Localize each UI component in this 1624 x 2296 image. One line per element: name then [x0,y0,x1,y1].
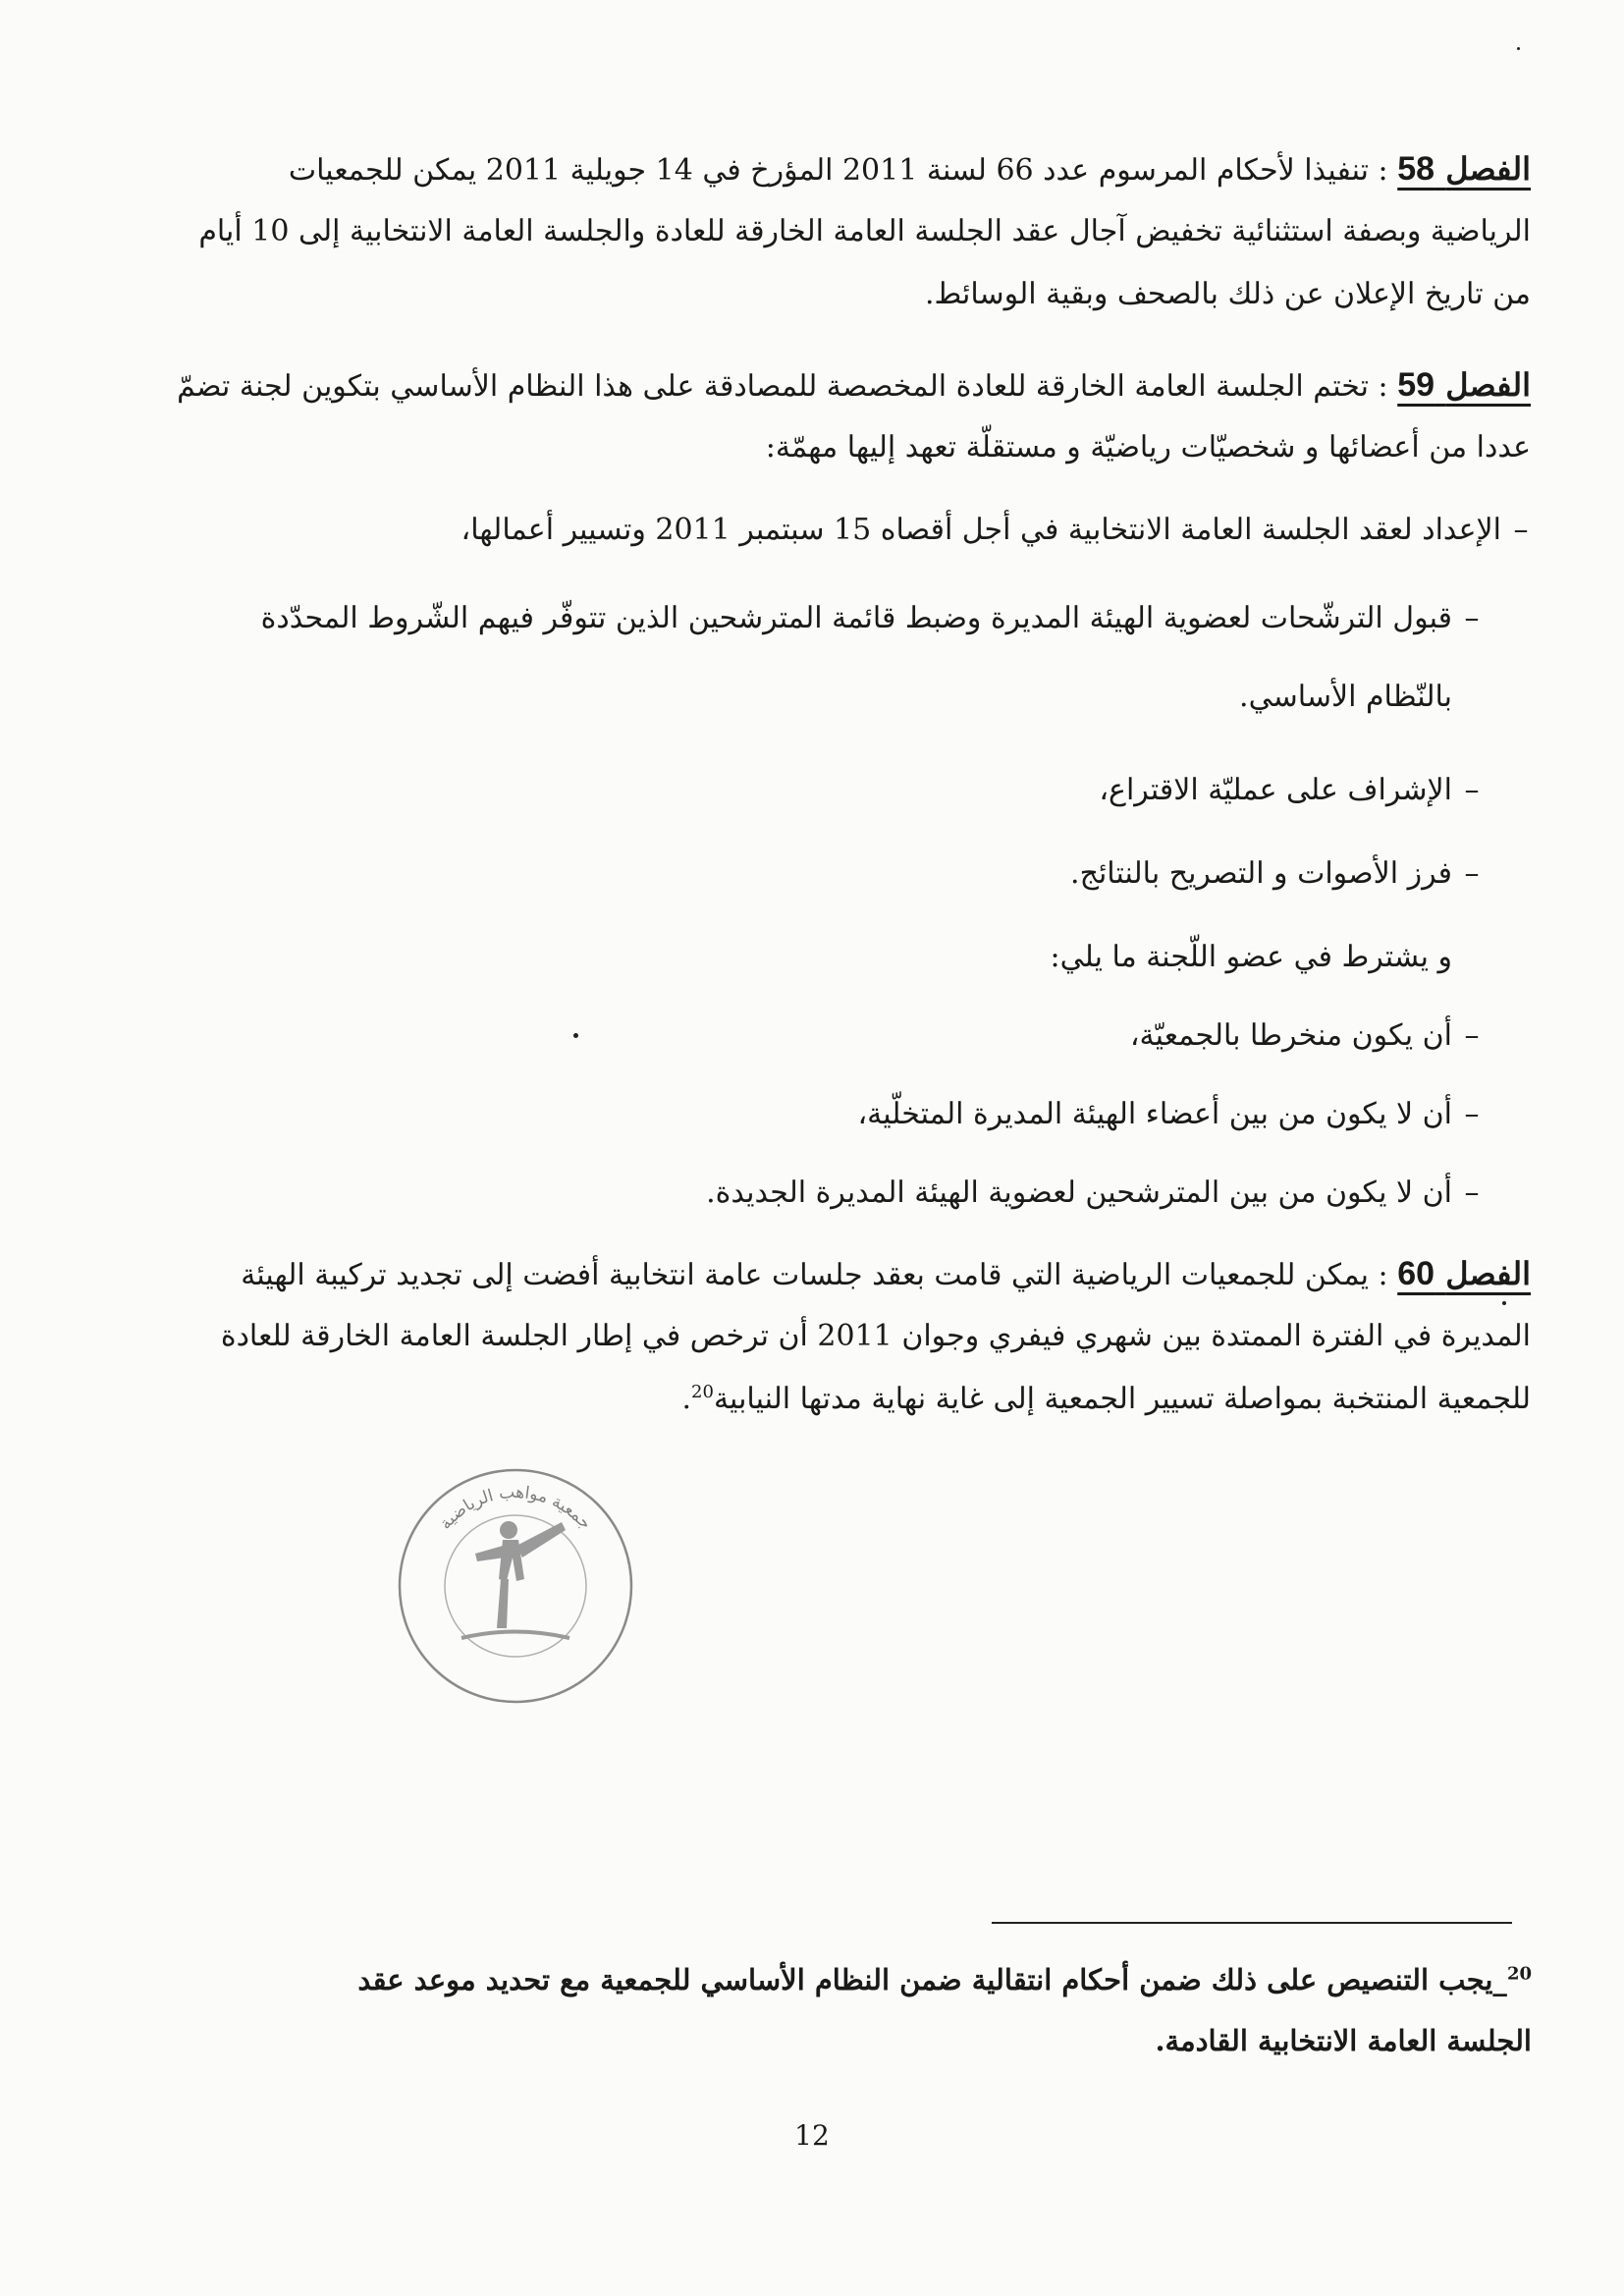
article-60-line-2: المديرة في الفترة الممتدة بين شهري فيفري وجوان 2011 أن ترخص في إطار الجلسة العامة الخارقة للعادة [220,1319,1531,1353]
footnote-line-2: الجلسة العامة الانتخابية القادمة. [1155,2024,1532,2057]
article-60 [87,1242,1531,1431]
task-item: –فرز الأصوات و التصريح بالنتائج. [87,840,1491,923]
dash-marker: – [1464,1175,1480,1210]
article-59 [87,354,1531,479]
page-number: 12 [794,2119,830,2152]
karate-figure-icon [475,1521,566,1628]
scan-speck [1502,1301,1506,1305]
footnote-separator [992,1922,1512,1924]
article-58-line-3: من تاريخ الإعلان عن ذلك بالصحف وبقية الوسائط. [925,277,1531,311]
task-item: –قبول الترشّحات لعضوية الهيئة المديرة وضبط قائمة المترشحين الذين تتوفّر فيهم الشّروط المحدّدة [87,584,1491,663]
article-59-line-2: عددا من أعضائها و شخصيّات رياضيّة و مستقلّة تعهد إليها مهمّة: [765,430,1531,465]
article-60-line-3: للجمعية المنتخبة بمواصلة تسيير الجمعية إلى غاية نهاية مدتها النيابية$^{20}$. [681,1382,1531,1416]
footnote [147,1949,1532,2071]
article-58 [87,137,1531,326]
article-59-tasks [87,496,1541,584]
dash-marker: – [1464,1018,1480,1053]
condition-item: –أن يكون منخرطا بالجمعيّة، [87,1002,1491,1080]
dash-marker: – [1464,856,1480,891]
article-60-heading: الفصل 60 [1397,1255,1531,1292]
article-60-line-1: الفصل 60 : يمكن للجمعيات الرياضية التي قامت بعقد جلسات عامة انتخابية أفضت إلى تجديد تركيبة الهيئة [241,1255,1531,1292]
article-58-line-2: الرياضية وبصفة استثنائية تخفيض آجال عقد الجلسة العامة الخارقة للعادة والجلسة العامة الانتخابية إلى 10 أيام [198,214,1531,248]
article-58-line-1: الفصل 58 : تنفيذا لأحكام المرسوم عدد 66 لسنة 2011 المؤرخ في 14 جويلية 2011 يمكن للجمعيات [288,150,1531,188]
stamp-seal-icon [393,1463,638,1709]
condition-item: –أن لا يكون من بين أعضاء الهيئة المديرة المتخلّية، [87,1080,1491,1159]
article-58-heading: الفصل 58 [1397,150,1531,188]
article-59-heading: الفصل 59 [1397,366,1531,404]
scan-speck [1517,47,1520,50]
stamp-text: جمعية مواهب الرياضية [435,1482,596,1534]
article-59-line-1: الفصل 59 : تختم الجلسة العامة الخارقة للعادة المخصصة للمصادقة على هذا النظام الأساسي بتكوين لجنة تضمّ [177,366,1531,404]
task-item: –الإعداد لعقد الجلسة العامة الانتخابية في أجل أقصاه 15 سبتمبر 2011 وتسيير أعمالها، [87,496,1541,584]
dash-marker: – [1464,1097,1480,1131]
condition-item: –أن لا يكون من بين المترشحين لعضوية الهيئة المديرة الجديدة. [87,1159,1491,1237]
task-item: –الإشراف على عمليّة الاقتراع، [87,756,1491,840]
condition-intro: و يشترط في عضو اللّجنة ما يلي: [1050,940,1452,974]
dash-marker: – [1513,513,1529,547]
dash-marker: – [1464,773,1480,807]
footnote-line-1: $^{20}$_يجب التنصيص على ذلك ضمن أحكام انتقالية ضمن النظام الأساسي للجمعية مع تحديد موعد عقد [357,1963,1532,1996]
scan-speck [573,1033,578,1038]
article-59-tasks-cont [87,584,1491,1237]
dash-marker: – [1464,601,1480,635]
task-item-continuation: بالنّظام الأساسي. [1239,680,1452,714]
footnote-number: 20 [1506,1963,1532,1985]
association-stamp [393,1463,638,1709]
footnote-reference: 20 [691,1382,714,1402]
